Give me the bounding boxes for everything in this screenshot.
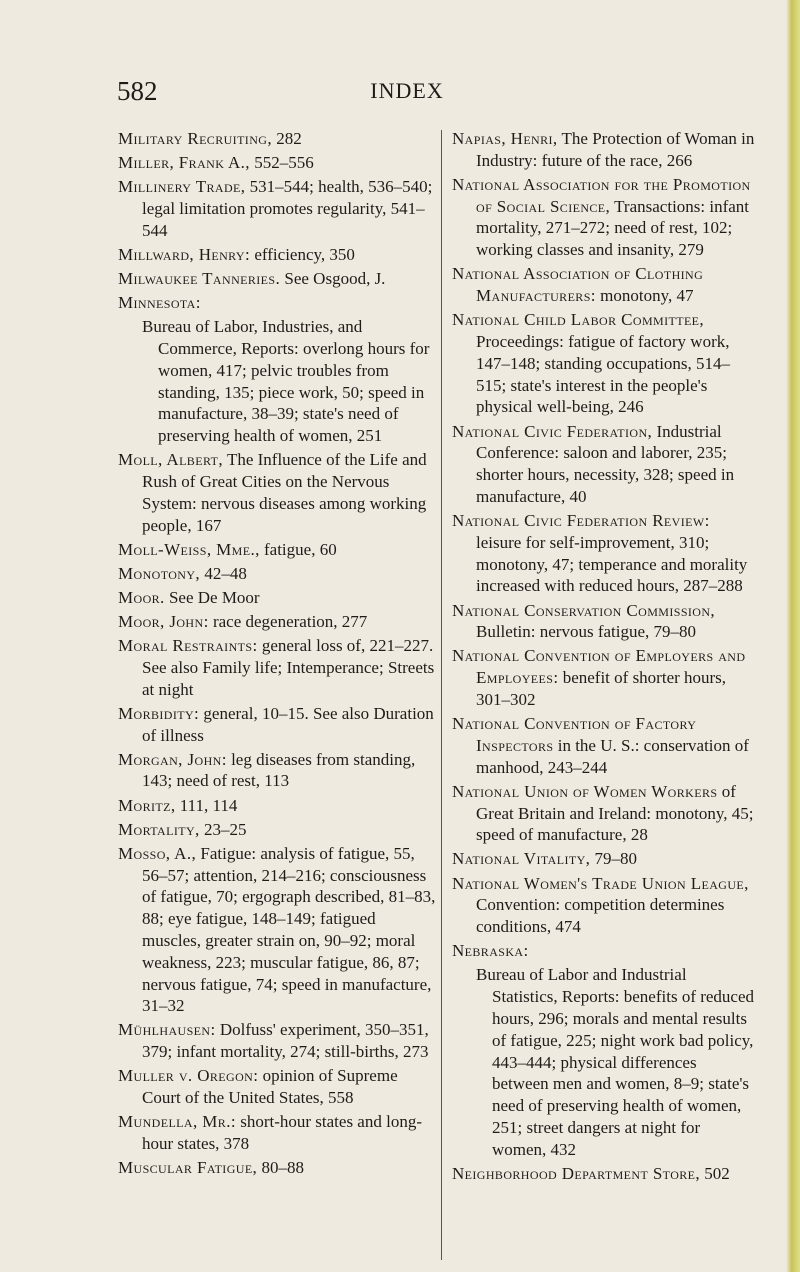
entry-heading: Minnesota: — [118, 293, 201, 313]
entry-heading: National Convention of Factory Inspectors — [452, 714, 697, 755]
entry-references: Industrial Conference: saloon and laborer, 235; shorter hours, necessity, 328; speed in manufacture, 40 — [476, 421, 735, 506]
index-entry — [452, 1163, 756, 1185]
entry-references: leg diseases from standing, 143; need of rest, 113 — [142, 749, 416, 791]
entry-heading: Miller, Frank A., — [118, 153, 250, 173]
index-entry — [452, 645, 756, 710]
entry-references: 42–48 — [200, 563, 247, 583]
entry-references: fatigue, 60 — [259, 539, 337, 559]
entry-heading: Mundella, Mr.: — [118, 1112, 236, 1132]
entry-references: Transactions: infant mortality, 271–272; need of rest, 102; working classes and insanity, 279 — [476, 196, 750, 260]
index-entry — [452, 873, 756, 938]
entry-heading: National Union of Women Workers — [452, 781, 718, 801]
entry-heading: Moor, John: — [118, 612, 209, 631]
entry-references: in the U. S.: conservation of manhood, 243–244 — [476, 735, 749, 777]
entry-references: See Osgood, J. — [280, 268, 386, 288]
page-edge — [786, 0, 800, 1272]
entry-references: general loss of, 221–227. See also Family life; Intemperance; Streets at night — [142, 636, 435, 699]
entry-heading: National Convention of Employers and Employees: — [452, 646, 746, 688]
entry-references: general, 10–15. See also Duration of illness — [142, 703, 434, 745]
index-entry — [452, 940, 756, 962]
index-entry — [118, 1111, 436, 1155]
entry-heading: Moll-Weiss, Mme., — [118, 539, 260, 559]
entry-references: of Great Britain and Ireland: monotony, 45; speed of manufacture, 28 — [476, 781, 754, 845]
entry-references: Bulletin: nervous fatigue, 79–80 — [476, 622, 697, 642]
entry-heading: Monotony, — [118, 563, 201, 583]
index-entry — [118, 587, 436, 609]
entry-heading: Milwaukee Tanneries. — [118, 268, 281, 288]
index-entry — [118, 1019, 436, 1063]
index-entry — [118, 1157, 436, 1179]
index-entry — [452, 848, 756, 870]
entry-heading: National Conservation Commission, — [452, 600, 716, 620]
index-entry — [118, 176, 436, 241]
index-subentry: Bureau of Labor and Industrial Statistics, Reports: benefits of reduced hours, 296; morals and mental results of fatigue, 225; night work bad policy, 443–444; physical differences between men and women, 8–9; state's need of preserving health of women, 251; street dangers at night for women, 432 — [476, 965, 755, 1159]
entry-references: See De Moor — [164, 587, 260, 607]
index-entry — [118, 128, 436, 150]
entry-heading: Napias, Henri, — [452, 129, 558, 148]
entry-references: Convention: competition determines conditions, 474 — [476, 895, 725, 937]
entry-heading: Military Recruiting, — [118, 129, 272, 148]
index-entry — [118, 635, 436, 700]
index-entry — [118, 749, 436, 793]
entry-heading: Muller v. Oregon: — [118, 1066, 259, 1086]
entry-references: 502 — [700, 1163, 730, 1183]
index-entry — [118, 539, 436, 561]
index-column-left — [118, 128, 436, 1181]
page-number: 582 — [117, 76, 158, 106]
entry-heading: Moritz, — [118, 795, 176, 815]
index-entry — [452, 713, 756, 778]
index-entry — [452, 510, 756, 597]
index-entry — [118, 819, 436, 841]
index-entry — [118, 703, 436, 747]
index-entry — [118, 152, 436, 174]
entry-heading: Morgan, John: — [118, 749, 227, 769]
entry-references: benefit of shorter hours, 301–302 — [476, 668, 727, 709]
index-entry — [118, 244, 436, 266]
entry-heading: National Association for the Promotion of Social Science, — [452, 174, 751, 216]
entry-references: short-hour states and long-hour states, 378 — [142, 1112, 422, 1153]
entry-heading: Moll, Albert, — [118, 450, 224, 470]
entry-references: race degeneration, 277 — [208, 612, 368, 631]
entry-references: Fatigue: analysis of fatigue, 55, 56–57; attention, 214–216; consciousness of fatigue, 70; ergograph described, 81–83, 88; eye fatigue, 148–149; fatigued muscles, greater strain on, 90–92; moral weakness, 223; muscular fatigue, 86, 87; nervous fatigue, 74; speed in manufacture, 31–32 — [142, 843, 436, 1016]
entry-references: 531–544; health, 536–540; legal limitation promotes regularity, 541–544 — [142, 177, 433, 240]
entry-references: 80–88 — [257, 1158, 304, 1178]
entry-references: The Influence of the Life and Rush of Great Cities on the Nervous System: nervous diseases among working people, 167 — [142, 450, 427, 535]
index-entry — [118, 795, 436, 817]
entry-heading: Mortality, — [118, 819, 200, 839]
index-entry — [452, 174, 756, 261]
entry-heading: National Women's Trade Union League, — [452, 873, 749, 893]
entry-references: Proceedings: fatigue of factory work, 147–148; standing occupations, 514–515; state's interest in the people's physical well-being, 246 — [476, 332, 731, 417]
index-entry — [118, 843, 436, 1017]
entry-references: monotony, 47 — [595, 286, 694, 306]
index-entry — [452, 781, 756, 846]
entry-heading: Moor. — [118, 587, 165, 607]
index-entry — [118, 1065, 436, 1109]
entry-heading: Nebraska: — [452, 941, 529, 961]
index-entry — [118, 268, 436, 290]
index-entry — [118, 292, 436, 314]
entry-heading: Mosso, A., — [118, 843, 197, 863]
entry-heading: Neighborhood Department Store, — [452, 1163, 701, 1183]
entry-references: 552–556 — [249, 153, 314, 173]
entry-heading: Moral Restraints: — [118, 636, 258, 656]
column-divider — [441, 130, 442, 1260]
entry-references: The Protection of Woman in Industry: future of the race, 266 — [476, 129, 755, 170]
index-subentry: Bureau of Labor, Industries, and Commerce, Reports: overlong hours for women, 417; pelvic troubles from standing, 135; piece work, 50; speed in manufacture, 38–39; state's need of preserving health of women, 251 — [142, 317, 430, 446]
index-entry — [452, 128, 756, 172]
entry-heading: National Civic Federation Review: — [452, 511, 710, 531]
running-head: INDEX — [370, 78, 444, 103]
entry-heading: Morbidity: — [118, 703, 200, 723]
index-entry — [118, 611, 436, 633]
entry-references: 79–80 — [590, 849, 638, 869]
entry-references: efficiency, 350 — [250, 244, 355, 264]
index-entry — [118, 449, 436, 536]
entry-references: 23–25 — [199, 819, 247, 839]
entry-references: Dolfuss' experiment, 350–351, 379; infant mortality, 274; still-births, 273 — [142, 1020, 429, 1062]
page-header — [117, 76, 697, 112]
index-entry — [452, 309, 756, 418]
entry-heading: Millinery Trade, — [118, 177, 246, 197]
index-entry — [452, 263, 756, 307]
index-column-right — [452, 128, 756, 1187]
entry-references: 282 — [271, 129, 302, 148]
entry-heading: National Civic Federation, — [452, 421, 653, 441]
entry-heading: Millward, Henry: — [118, 244, 251, 264]
index-entry — [118, 563, 436, 585]
entry-heading: National Vitality, — [452, 849, 591, 869]
entry-heading: Muscular Fatigue, — [118, 1158, 258, 1178]
entry-references: opinion of Supreme Court of the United States, 558 — [142, 1066, 398, 1108]
entry-heading: Mühlhausen: — [118, 1020, 216, 1040]
entry-references: 111, 114 — [175, 795, 238, 815]
index-entry — [452, 600, 756, 644]
entry-references: leisure for self-improvement, 310; monotony, 47; temperance and morality increased with reduced hours, 287–288 — [476, 532, 748, 596]
entry-heading: National Child Labor Committee, — [452, 310, 705, 330]
entry-heading: National Association of Clothing Manufacturers: — [452, 264, 704, 306]
index-entry — [452, 421, 756, 508]
